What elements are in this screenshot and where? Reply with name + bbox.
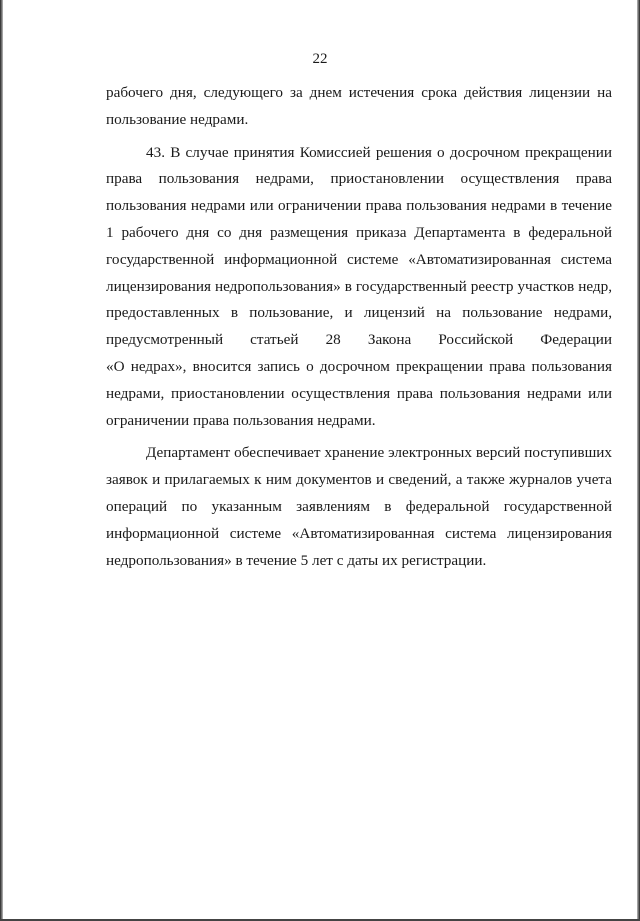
text-line: 1 рабочего дня со дня размещения приказа Департамента в федеральной [106, 223, 612, 241]
text-line: «О недрах», вносится запись о досрочном прекращении права пользования [106, 357, 612, 375]
text-line: недропользования» в течение 5 лет с даты их регистрации. [106, 551, 487, 569]
text-line: информационной системе «Автоматизированная система лицензирования [106, 524, 612, 542]
paragraph-item-43 [106, 140, 612, 435]
text-line: лицензирования недропользования» в государственный реестр участков недр, [106, 277, 612, 295]
page-number: 22 [312, 51, 328, 67]
text-line: Департамент обеспечивает хранение электронных версий поступивших [146, 444, 612, 462]
scan-edge-left [0, 0, 3, 921]
paragraph-storage [106, 440, 612, 574]
text-line: 43. В случае принятия Комиссией решения о досрочном прекращении [146, 143, 612, 161]
text-line: операций по указанным заявлениям в федеральной государственной [106, 497, 612, 515]
text-line: пользование недрами. [106, 110, 249, 128]
text-line: заявок и прилагаемых к ним документов и сведений, а также журналов учета [106, 471, 612, 489]
text-line: предоставленных в пользование, и лицензий на пользование недрами, [106, 304, 612, 322]
text-line: права пользования недрами, приостановлении осуществления права [106, 170, 612, 188]
text-line: ограничении права пользования недрами. [106, 411, 376, 429]
document-body [106, 80, 612, 574]
text-line: предусмотренный статьей 28 Закона Российской Федерации [106, 331, 612, 349]
text-line: рабочего дня, следующего за днем истечения срока действия лицензии на [106, 84, 612, 101]
text-line: пользования недрами или ограничении права пользования недрами в течение [106, 197, 612, 215]
paragraph-continuation [106, 80, 612, 134]
text-line: недрами, приостановлении осуществления права пользования недрами или [106, 384, 612, 402]
text-line: государственной информационной системе «Автоматизированная система [106, 250, 612, 268]
